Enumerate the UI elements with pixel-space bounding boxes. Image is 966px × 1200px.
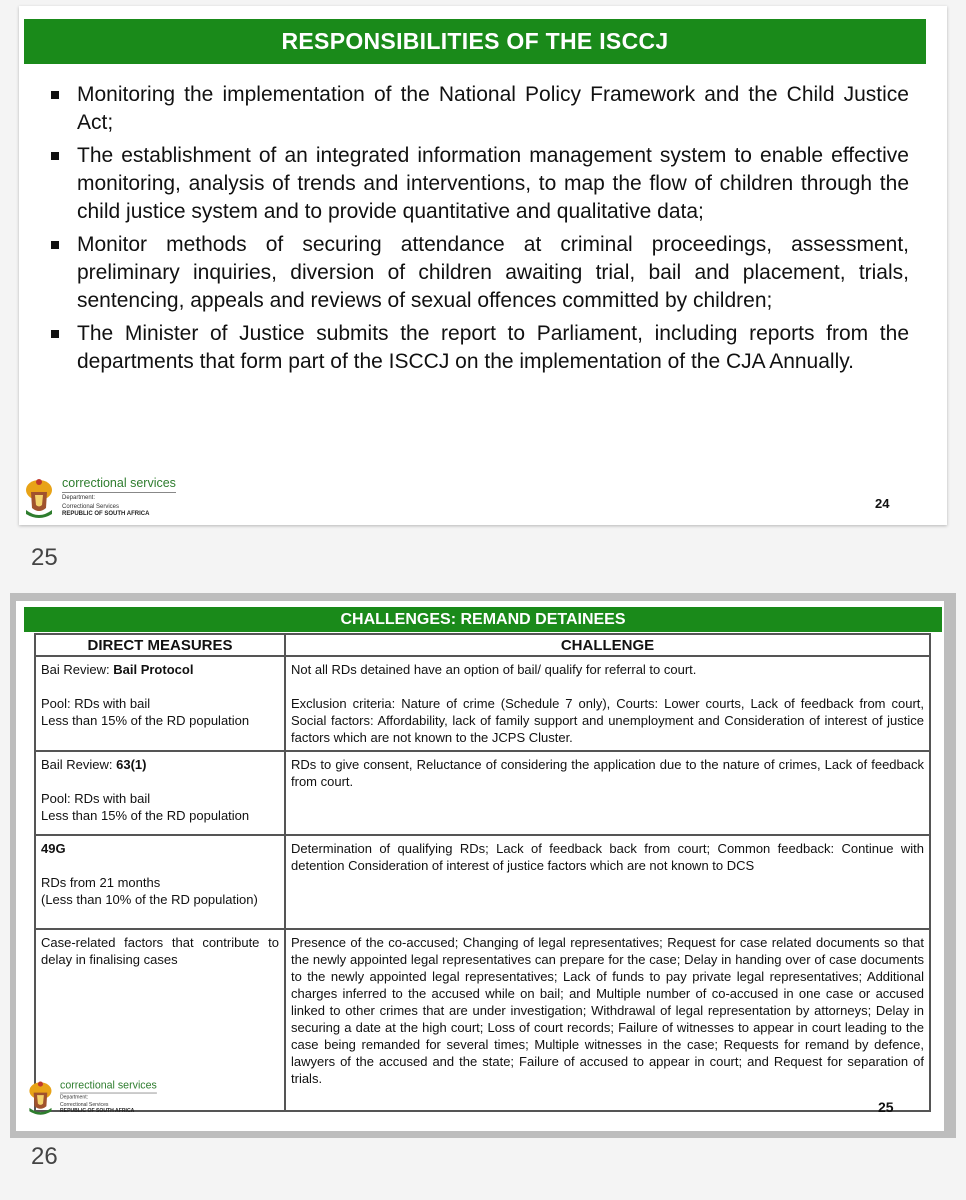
challenge-cell: Not all RDs detained have an option of bail/ qualify for referral to court. Exclusion criteria: Nature of crime (Schedule 7 only), Courts: Lower courts, Lack of feedback from court, Social factors: Affordability, lack of family support and unemployment and Consideration of interest of justice factors which are not known to the JCPS Cluster. (285, 656, 930, 751)
correctional-services-logo: correctional services Department: Correctional Services REPUBLIC OF SOUTH AFRICA (26, 1079, 157, 1118)
challenges-table (34, 633, 931, 1112)
list-item: The establishment of an integrated information management system to enable effective monitoring, analysis of trends and interventions, to map the flow of children through the child justice system and to provide quantitative and qualitative data; (49, 142, 909, 226)
coat-of-arms-icon (22, 476, 56, 522)
column-header-direct-measures: DIRECT MEASURES (35, 634, 285, 656)
table-row (35, 656, 930, 751)
column-header-challenge: CHALLENGE (285, 634, 930, 656)
bullet-icon (51, 91, 59, 99)
measure-cell: Bai Review: Bail Protocol Pool: RDs with bail Less than 15% of the RD population (35, 656, 285, 751)
list-item: Monitoring the implementation of the National Policy Framework and the Child Justice Act; (49, 81, 909, 137)
list-item: The Minister of Justice submits the report to Parliament, including reports from the departments that form part of the ISCCJ on the implementation of the CJA Annually. (49, 320, 909, 376)
challenge-cell: RDs to give consent, Reluctance of considering the application due to the nature of crimes, Lack of feedback from court. (285, 751, 930, 835)
slide-responsibilities (19, 6, 947, 525)
coat-of-arms-icon (26, 1079, 55, 1118)
list-item: Monitor methods of securing attendance at criminal proceedings, assessment, preliminary inquiries, diversion of children awaiting trial, bail and placement, trials, sentencing, appeals and reviews of sexual offences committed by children; (49, 231, 909, 315)
table-row (35, 751, 930, 835)
measure-cell: Case-related factors that contribute to delay in finalising cases (35, 929, 285, 1111)
slide-title: CHALLENGES: REMAND DETAINEES (24, 607, 942, 632)
table-row (35, 835, 930, 929)
measure-cell: 49G RDs from 21 months (Less than 10% of the RD population) (35, 835, 285, 929)
table-row (35, 929, 930, 1111)
challenge-cell: Presence of the co-accused; Changing of legal representatives; Request for case related documents so that the newly appointed legal representatives can prepare for the case; Delay in handing over of case documents to the newly appointed legal representatives; Lack of funds to pay private legal representatives; Additional charges inferred to the accused while on bail; and Multiple number of co-accused in one case or accused linked to other crimes that are under investigation; Withdrawal of legal representation by attorneys; Delay in securing a date at the high court; Loss of court records; Failure of witnesses to appear in court leading to the case being remanded for several times; Multiple witnesses in the case; Requests for remand by defence, lawyers of the accused and the state; Failure of accused to appear in court; and Request for separation of trials. (285, 929, 930, 1111)
slide-remand-detainees (16, 601, 944, 1131)
bullet-icon (51, 241, 59, 249)
slide-number: 25 (878, 1099, 894, 1115)
responsibility-list (49, 81, 909, 381)
slide-title: RESPONSIBILITIES OF THE ISCCJ (24, 19, 926, 64)
correctional-services-logo: correctional services Department: Correctional Services REPUBLIC OF SOUTH AFRICA (22, 476, 176, 522)
table-header-row (35, 634, 930, 656)
measure-cell: Bail Review: 63(1) Pool: RDs with bail Less than 15% of the RD population (35, 751, 285, 835)
challenge-cell: Determination of qualifying RDs; Lack of feedback back from court; Common feedback: Continue with detention Consideration of interest of justice factors which are not known to DCS (285, 835, 930, 929)
page-number: 26 (31, 1143, 58, 1170)
page-number: 25 (31, 544, 58, 571)
bullet-icon (51, 152, 59, 160)
bullet-icon (51, 330, 59, 338)
slide-number: 24 (875, 496, 890, 511)
